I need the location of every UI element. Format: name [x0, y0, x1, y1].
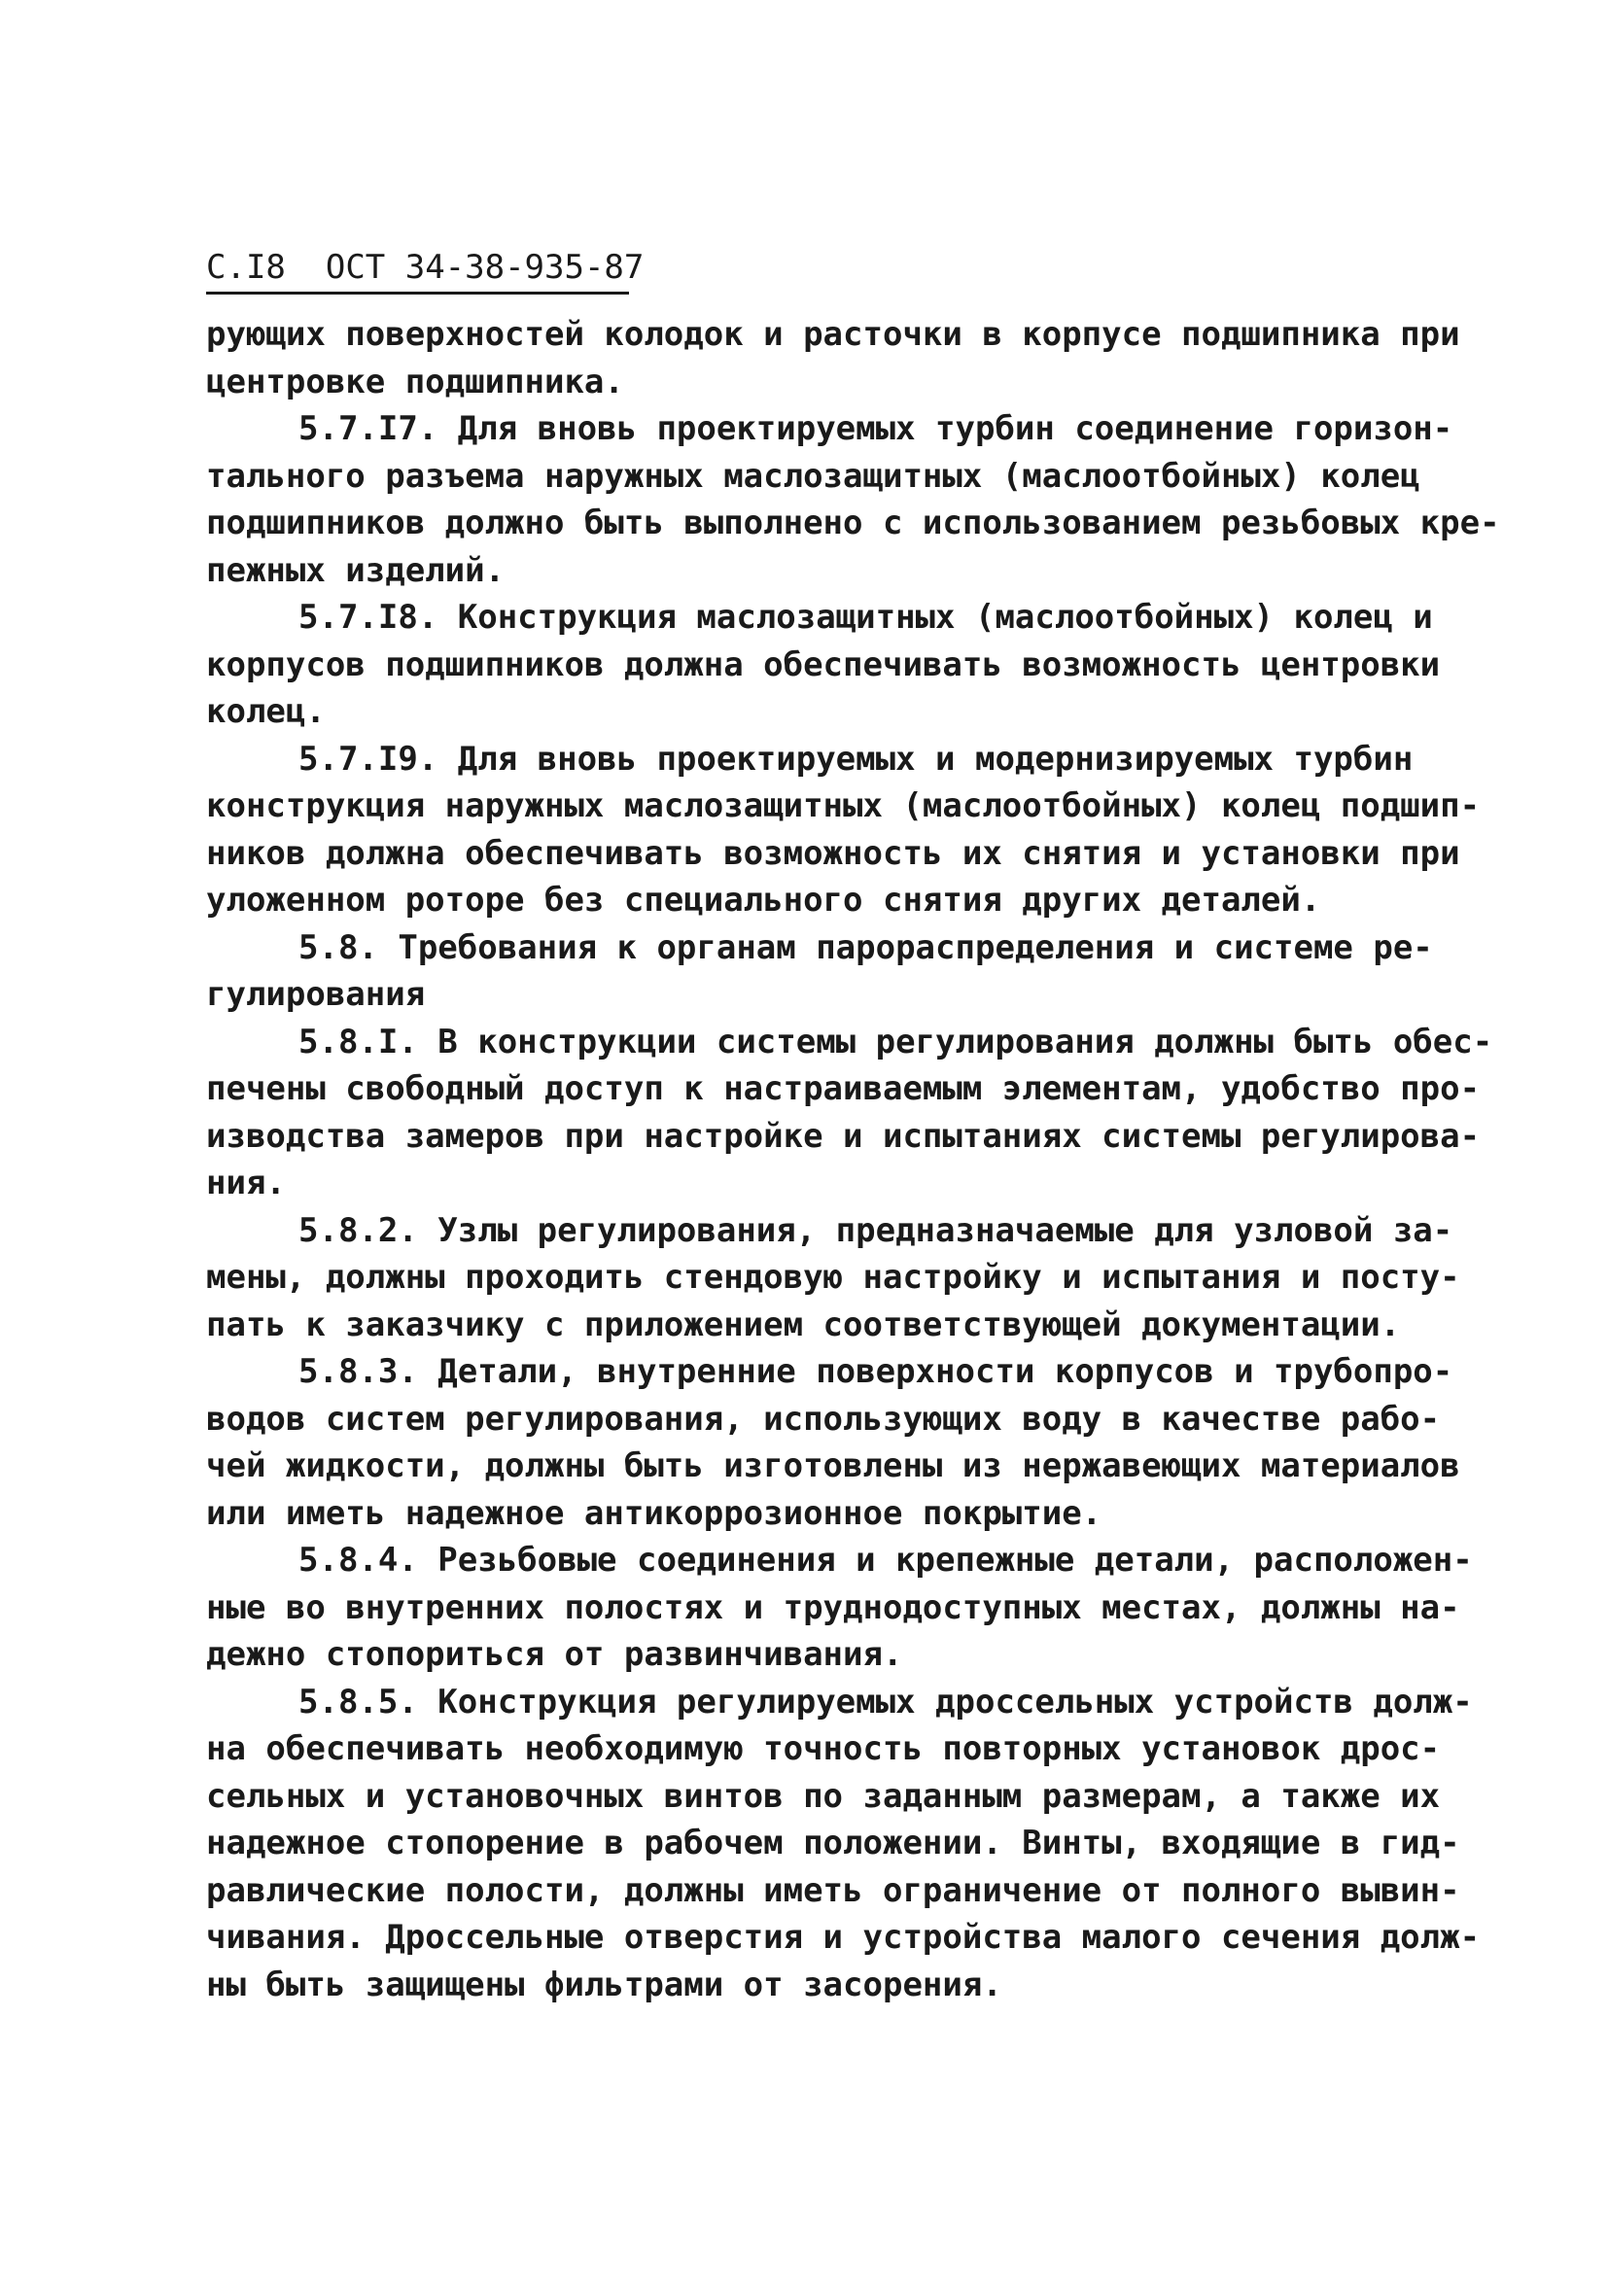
- document-body: [206, 311, 1500, 2008]
- text-line: конструкция наружных маслозащитных (маслоотбойных) колец подшип-: [206, 786, 1481, 825]
- text-line: ников должна обеспечивать возможность их снятия и установки при: [206, 833, 1460, 873]
- text-line: чивания. Дроссельные отверстия и устройства малого сечения долж-: [206, 1918, 1481, 1957]
- standard-code: ОСТ 34-38-935-87: [325, 248, 645, 287]
- text-line: на обеспечивать необходимую точность повторных установок дрос-: [206, 1729, 1441, 1768]
- text-line: ные во внутренних полостях и труднодоступных местах, должны на-: [206, 1587, 1460, 1627]
- text-line: колец.: [206, 692, 326, 731]
- text-line: или иметь надежное антикоррозионное покрытие.: [206, 1493, 1102, 1533]
- text-line: ния.: [206, 1164, 286, 1202]
- text-line: ны быть защищены фильтрами от засорения.: [206, 1965, 1002, 2004]
- text-line: мены, должны проходить стендовую настройку и испытания и посту-: [206, 1258, 1460, 1297]
- text-line: рующих поверхностей колодок и расточки в корпусе подшипника при: [206, 315, 1460, 354]
- text-line: дежно стопориться от развинчивания.: [206, 1635, 903, 1674]
- text-line: подшипников должно быть выполнено с использованием резьбовых кре-: [206, 504, 1500, 542]
- clause-5-8-2-heading-line: 5.8.2. Узлы регулирования, предназначаемые для узловой за-: [298, 1210, 1453, 1250]
- clause-5-8-3-heading-line: 5.8.3. Детали, внутренние поверхности корпусов и трубопро-: [298, 1352, 1453, 1391]
- text-line: сельных и установочных винтов по заданным размерам, а также их: [206, 1776, 1441, 1816]
- text-line: изводства замеров при настройке и испытаниях системы регулирова-: [206, 1116, 1481, 1156]
- text-line: печены свободный доступ к настраиваемым элементам, удобство про-: [206, 1069, 1481, 1108]
- text-line: уложенном роторе без специального снятия других деталей.: [206, 881, 1321, 920]
- text-line: пать к заказчику с приложением соответствующей документации.: [206, 1305, 1401, 1344]
- text-line: центровке подшипника.: [206, 362, 624, 401]
- clause-5-7-17-heading-line: 5.7.I7. Для вновь проектируемых турбин соединение горизон-: [298, 409, 1453, 448]
- text-line: водов систем регулирования, использующих воду в качестве рабо-: [206, 1399, 1441, 1439]
- header-underline: [206, 292, 629, 295]
- clause-5-7-19-heading-line: 5.7.I9. Для вновь проектируемых и модернизируемых турбин: [298, 739, 1414, 779]
- page-header: [206, 248, 644, 287]
- text-line: надежное стопорение в рабочем положении. Винты, входящие в гид-: [206, 1824, 1460, 1862]
- text-line: чей жидкости, должны быть изготовлены из нержавеющих материалов: [206, 1446, 1460, 1485]
- text-line: равлические полости, должны иметь ограничение от полного вывин-: [206, 1870, 1460, 1910]
- clause-5-7-18-heading-line: 5.7.I8. Конструкция маслозащитных (маслоотбойных) колец и: [298, 598, 1433, 637]
- clause-5-8-4-heading-line: 5.8.4. Резьбовые соединения и крепежные детали, расположен-: [298, 1541, 1473, 1580]
- page-number: С.I8: [206, 248, 286, 287]
- clause-5-8-5-heading-line: 5.8.5. Конструкция регулируемых дроссельных устройств долж-: [298, 1682, 1473, 1722]
- text-line: гулирования: [206, 975, 426, 1014]
- text-line: пежных изделий.: [206, 550, 506, 590]
- text-line: тального разъема наружных маслозащитных (маслоотбойных) колец: [206, 456, 1420, 496]
- section-5-8-heading-line: 5.8. Требования к органам парораспределения и системе ре-: [298, 927, 1433, 967]
- text-line: корпусов подшипников должна обеспечивать возможность центровки: [206, 644, 1441, 684]
- clause-5-8-1-heading-line: 5.8.I. В конструкции системы регулирования должны быть обес-: [298, 1022, 1493, 1061]
